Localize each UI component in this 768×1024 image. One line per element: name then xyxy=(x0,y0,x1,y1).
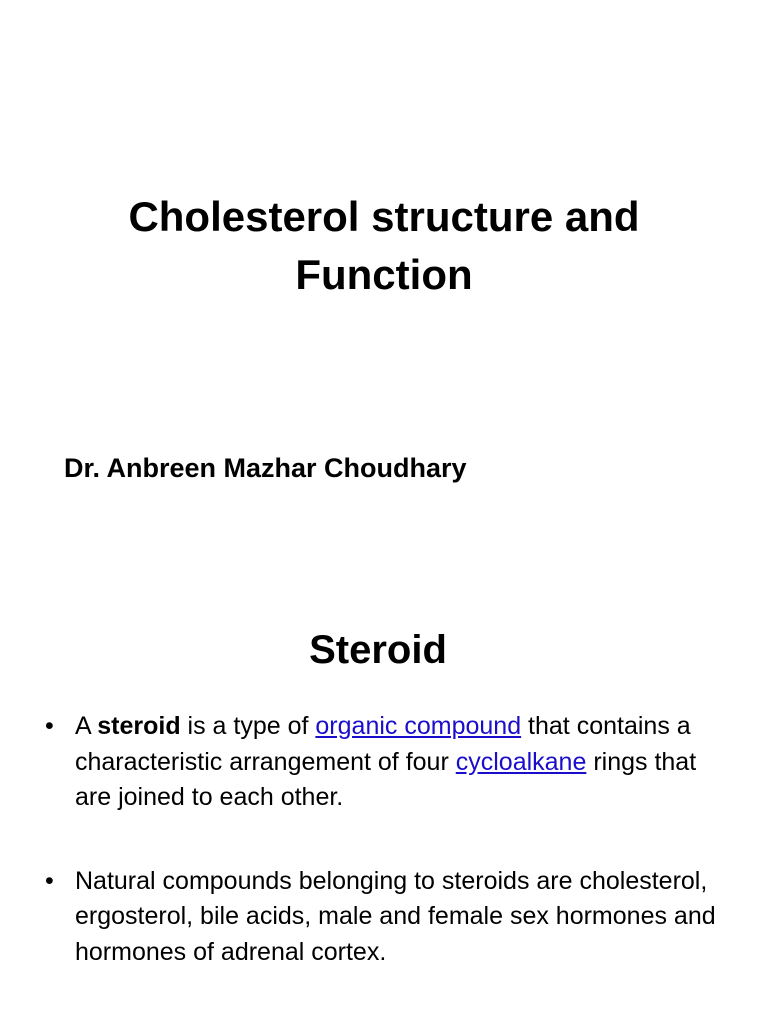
bullet-text: is a type of xyxy=(180,712,316,740)
bullet-list xyxy=(0,709,768,970)
bullet-icon: • xyxy=(45,866,54,895)
bullet-item-natural-compounds xyxy=(0,864,768,971)
slide-title-line-2: Function xyxy=(295,251,473,298)
bullet-text: Natural compounds belonging to steroids are cholesterol, ergosterol, bile acids, male and female sex hormones and hormones of adrenal cortex. xyxy=(75,866,716,966)
section-heading: Steroid xyxy=(309,628,447,672)
link-cycloalkane[interactable]: cycloalkane xyxy=(455,747,587,776)
slide-title xyxy=(0,188,768,304)
link-organic-compound[interactable]: organic compound xyxy=(315,712,522,740)
bullet-text: A xyxy=(75,712,98,740)
bullet-text: that contains a characteristic arrangement of four xyxy=(75,712,691,776)
slide-title-line-1: Cholesterol structure and xyxy=(128,193,640,240)
bold-term-steroid: steroid xyxy=(97,712,181,740)
author-name: Dr. Anbreen Mazhar Choudhary xyxy=(64,453,467,483)
bullet-icon: • xyxy=(45,712,54,740)
bullet-text: rings that are joined to each other. xyxy=(75,747,697,811)
bullet-item-steroid-definition xyxy=(0,709,768,816)
